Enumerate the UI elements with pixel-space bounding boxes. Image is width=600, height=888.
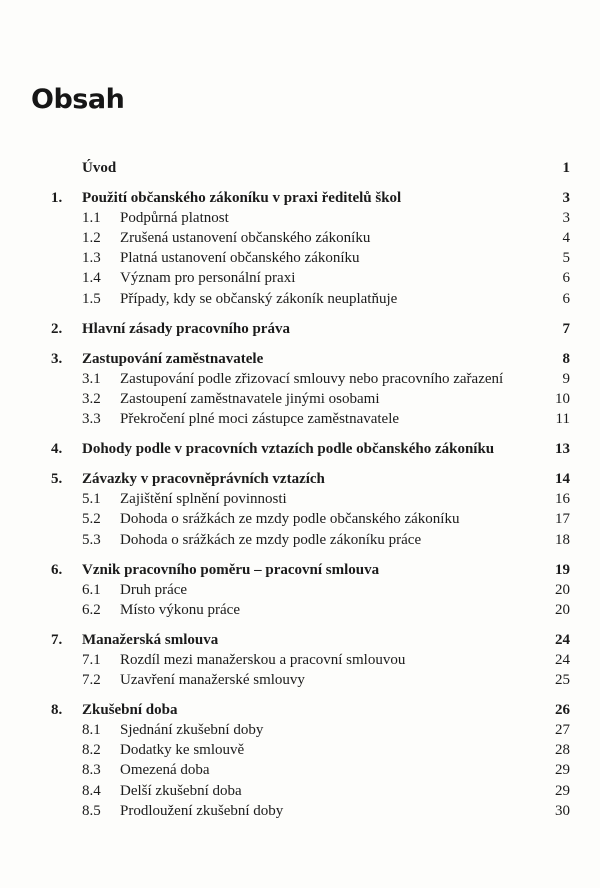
entry-number: 5.1 [82, 491, 101, 508]
toc-chapter-group [0, 700, 600, 821]
entry-page-number: 24 [555, 651, 570, 668]
toc-section-entry[interactable] [0, 650, 600, 670]
entry-title: Použití občanského zákoníku v praxi ředitelů škol [82, 190, 402, 207]
toc-section-entry[interactable] [0, 268, 600, 288]
entry-page-number: 18 [555, 531, 570, 548]
entry-title: Uzavření manažerské smlouvy [120, 672, 305, 689]
entry-title: Podpůrná platnost [120, 210, 229, 227]
entry-title: Zajištění splnění povinnosti [120, 491, 287, 508]
entry-page-number: 3 [562, 210, 570, 227]
entry-number: 8.1 [82, 722, 101, 739]
toc-chapter-group [0, 439, 600, 459]
toc-section-entry[interactable] [0, 670, 600, 690]
entry-title: Závazky v pracovněprávních vztazích [82, 471, 325, 488]
toc-chapter-entry[interactable] [0, 158, 600, 178]
page-title: Obsah [31, 84, 125, 115]
entry-title: Vznik pracovního poměru – pracovní smlouva [82, 561, 380, 578]
entry-title: Rozdíl mezi manažerskou a pracovní smlouvou [120, 651, 406, 668]
toc-chapter-entry[interactable] [0, 349, 600, 369]
toc-section-entry[interactable] [0, 781, 600, 801]
entry-page-number: 16 [555, 491, 570, 508]
toc-chapter-entry[interactable] [0, 469, 600, 489]
entry-page-number: 25 [555, 672, 570, 689]
toc-section-entry[interactable] [0, 801, 600, 821]
toc-chapter-group [0, 560, 600, 620]
entry-page-number: 20 [555, 601, 570, 618]
entry-number: 1.1 [82, 210, 101, 227]
entry-number: 4. [51, 441, 63, 458]
entry-page-number: 13 [555, 441, 570, 458]
toc-section-entry[interactable] [0, 228, 600, 248]
toc-section-entry[interactable] [0, 409, 600, 429]
toc-section-entry[interactable] [0, 389, 600, 409]
entry-number: 5.2 [82, 511, 101, 528]
entry-title: Zkušební doba [82, 702, 178, 719]
entry-title: Případy, kdy se občanský zákoník neuplatňuje [120, 290, 398, 307]
toc-section-entry[interactable] [0, 720, 600, 740]
toc-chapter-group [0, 469, 600, 549]
toc-chapter-entry[interactable] [0, 319, 600, 339]
entry-number: 3.1 [82, 370, 101, 387]
entry-number: 5. [51, 471, 63, 488]
entry-page-number: 8 [562, 350, 570, 367]
entry-title: Zastoupení zaměstnavatele jinými osobami [120, 390, 380, 407]
entry-number: 8. [51, 702, 63, 719]
toc-section-entry[interactable] [0, 740, 600, 760]
toc-section-entry[interactable] [0, 509, 600, 529]
toc-section-entry[interactable] [0, 208, 600, 228]
entry-number: 3.3 [82, 411, 101, 428]
toc-chapter-entry[interactable] [0, 630, 600, 650]
toc-chapter-entry[interactable] [0, 439, 600, 459]
toc-chapter-group [0, 349, 600, 429]
entry-page-number: 9 [562, 370, 570, 387]
toc-section-entry[interactable] [0, 600, 600, 620]
entry-title: Dohoda o srážkách ze mzdy podle zákoníku práce [120, 531, 422, 548]
entry-title: Manažerská smlouva [82, 631, 219, 648]
toc-chapter-entry[interactable] [0, 560, 600, 580]
toc-chapter-group [0, 630, 600, 690]
entry-page-number: 10 [555, 390, 570, 407]
entry-number: 6. [51, 561, 63, 578]
toc-section-entry[interactable] [0, 369, 600, 389]
entry-title: Překročení plné moci zástupce zaměstnavatele [120, 411, 400, 428]
toc-section-entry[interactable] [0, 489, 600, 509]
toc-section-entry[interactable] [0, 530, 600, 550]
entry-page-number: 17 [555, 511, 570, 528]
entry-page-number: 28 [555, 742, 570, 759]
toc-chapter-group [0, 158, 600, 178]
entry-number: 6.2 [82, 601, 101, 618]
entry-number: 8.5 [82, 802, 101, 819]
entry-page-number: 7 [562, 320, 570, 337]
entry-page-number: 6 [562, 290, 570, 307]
entry-page-number: 20 [555, 581, 570, 598]
entry-number: 6.1 [82, 581, 101, 598]
toc-chapter-group [0, 188, 600, 309]
toc-section-entry[interactable] [0, 248, 600, 268]
entry-number: 1.3 [82, 250, 101, 267]
table-of-contents [0, 158, 600, 831]
entry-title: Dodatky ke smlouvě [120, 742, 245, 759]
entry-number: 1. [51, 190, 63, 207]
entry-title: Význam pro personální praxi [120, 270, 296, 287]
entry-title: Hlavní zásady pracovního práva [82, 320, 290, 337]
entry-page-number: 29 [555, 782, 570, 799]
entry-title: Delší zkušební doba [120, 782, 242, 799]
entry-title: Prodloužení zkušební doby [120, 802, 284, 819]
entry-number: 3. [51, 350, 63, 367]
entry-page-number: 3 [562, 190, 570, 207]
entry-page-number: 29 [555, 762, 570, 779]
entry-title: Místo výkonu práce [120, 601, 240, 618]
entry-page-number: 19 [555, 561, 570, 578]
toc-chapter-entry[interactable] [0, 700, 600, 720]
entry-number: 1.2 [82, 230, 101, 247]
entry-title: Sjednání zkušební doby [120, 722, 264, 739]
toc-chapter-group [0, 319, 600, 339]
entry-page-number: 14 [555, 471, 570, 488]
entry-title: Zastupování podle zřizovací smlouvy nebo pracovního zařazení [120, 370, 504, 387]
entry-title: Druh práce [120, 581, 188, 598]
entry-page-number: 11 [555, 411, 570, 428]
toc-section-entry[interactable] [0, 580, 600, 600]
entry-page-number: 5 [562, 250, 570, 267]
entry-title: Dohody podle v pracovních vztazích podle občanského zákoníku [82, 441, 495, 458]
entry-number: 1.5 [82, 290, 101, 307]
entry-title: Omezená doba [120, 762, 210, 779]
entry-title: Platná ustanovení občanského zákoníku [120, 250, 360, 267]
entry-number: 8.3 [82, 762, 101, 779]
entry-number: 3.2 [82, 390, 101, 407]
entry-page-number: 24 [555, 631, 570, 648]
entry-title: Dohoda o srážkách ze mzdy podle občanského zákoníku [120, 511, 460, 528]
entry-number: 7.1 [82, 651, 101, 668]
toc-section-entry[interactable] [0, 289, 600, 309]
entry-page-number: 30 [555, 802, 570, 819]
toc-chapter-entry[interactable] [0, 188, 600, 208]
entry-number: 7.2 [82, 672, 101, 689]
entry-number: 8.4 [82, 782, 101, 799]
entry-title: Zastupování zaměstnavatele [82, 350, 264, 367]
entry-number: 1.4 [82, 270, 101, 287]
entry-title: Zrušená ustanovení občanského zákoníku [120, 230, 371, 247]
entry-number: 8.2 [82, 742, 101, 759]
entry-page-number: 27 [555, 722, 570, 739]
entry-page-number: 1 [562, 160, 570, 176]
entry-title: Úvod [82, 160, 117, 176]
entry-number: 2. [51, 320, 63, 337]
entry-number: 5.3 [82, 531, 101, 548]
toc-section-entry[interactable] [0, 760, 600, 780]
entry-page-number: 26 [555, 702, 570, 719]
entry-page-number: 4 [562, 230, 570, 247]
entry-number: 7. [51, 631, 63, 648]
entry-page-number: 6 [562, 270, 570, 287]
